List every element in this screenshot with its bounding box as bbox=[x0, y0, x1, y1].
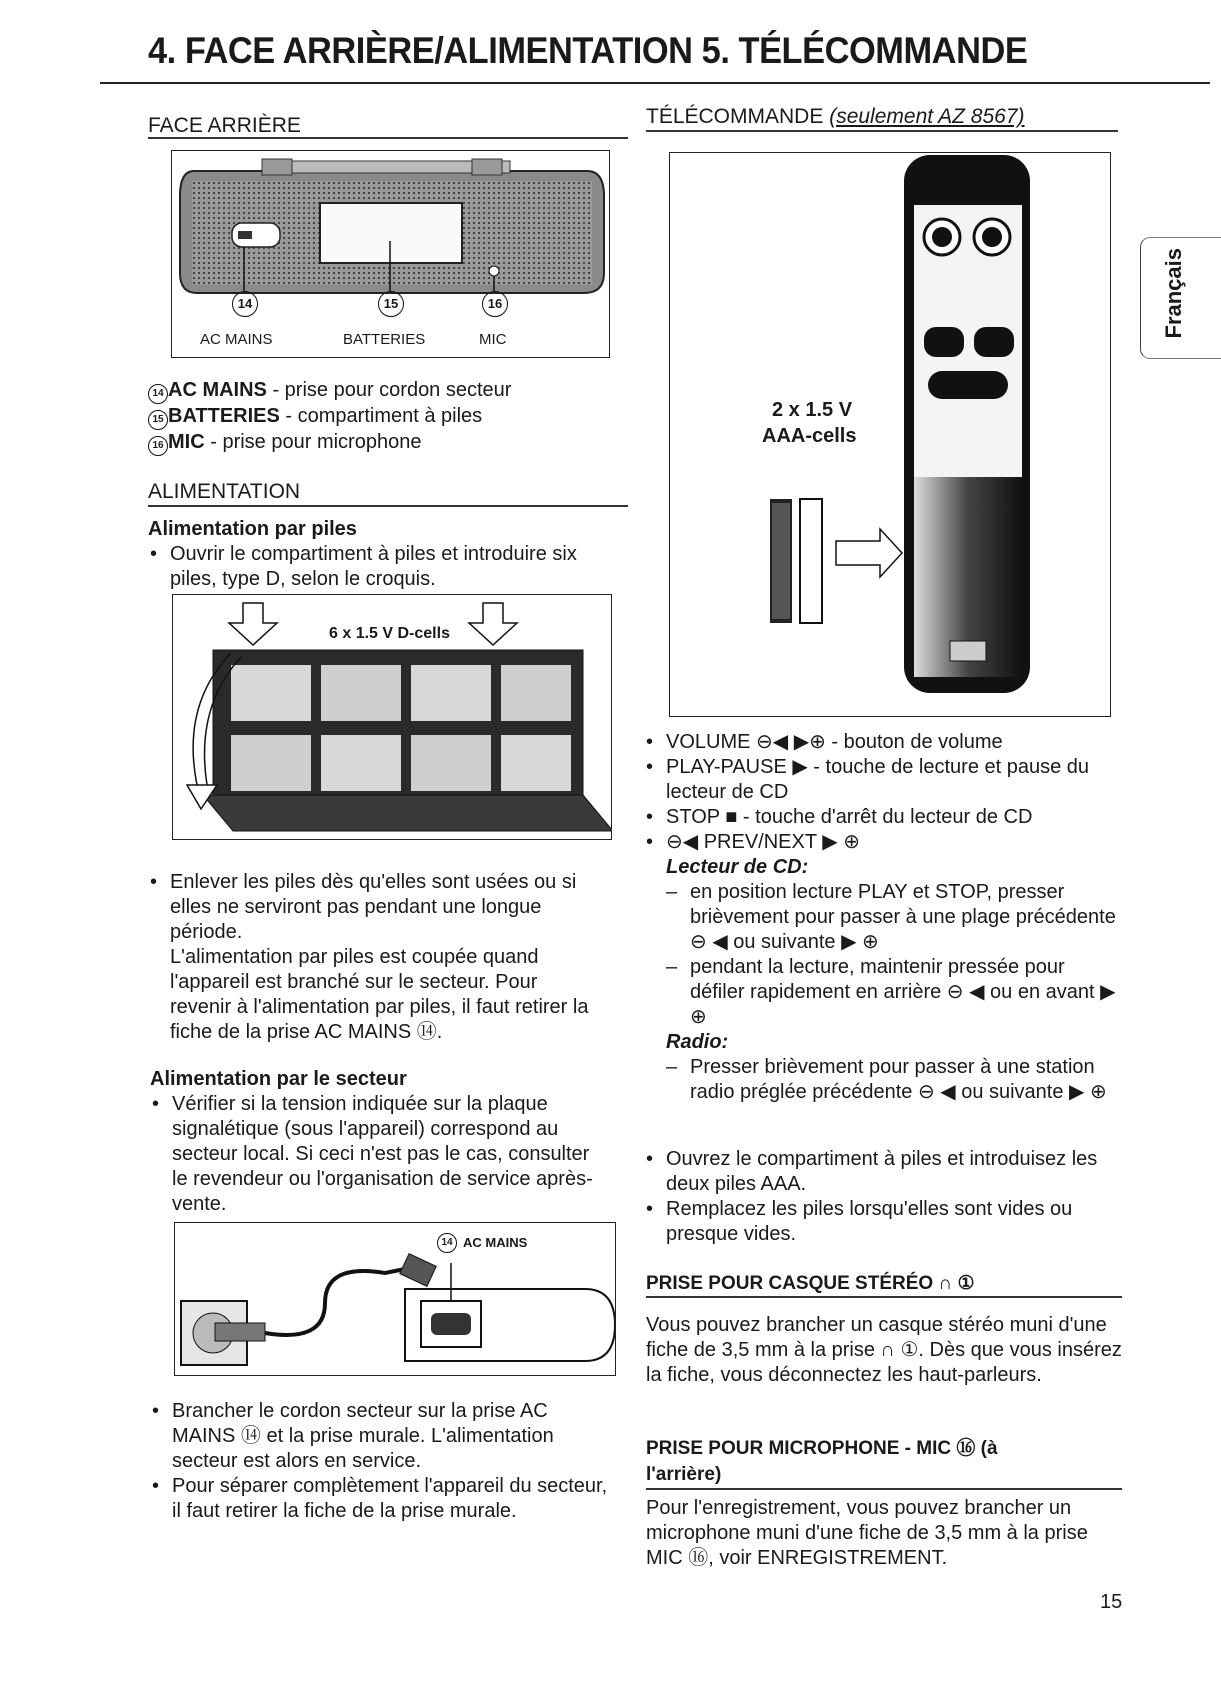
list-item: • STOP ■ - touche d'arrêt du lecteur de CD bbox=[644, 805, 1124, 830]
remove-paragraph: L'alimentation par piles est coupée quand l'appareil est branché sur le secteur. Pour revenir à l'alimentation par piles, il faut retirer la fiche de la prise AC MAINS ⑭. bbox=[170, 946, 589, 1043]
cd-label: Lecteur de CD: bbox=[666, 856, 809, 878]
remote-battery-list bbox=[644, 1147, 1124, 1247]
cd-items bbox=[666, 880, 1124, 1030]
radio-items bbox=[666, 1055, 1124, 1105]
list-item bbox=[644, 830, 1124, 1105]
callout-14: 14 bbox=[232, 291, 258, 317]
mains-subheading: Alimentation par le secteur bbox=[150, 1068, 407, 1090]
list-item: • Ouvrez le compartiment à piles et introduisez les deux piles AAA. bbox=[644, 1147, 1124, 1197]
legend-num: 14 bbox=[148, 384, 168, 404]
legend-item bbox=[148, 378, 618, 404]
mic-heading-rule bbox=[646, 1488, 1122, 1490]
rear-panel-heading: FACE ARRIÈRE bbox=[148, 114, 301, 137]
rear-panel-legend bbox=[148, 378, 618, 456]
aaa-cells-line1: 2 x 1.5 V bbox=[772, 399, 853, 421]
d-cells-label: 6 x 1.5 V D-cells bbox=[329, 625, 450, 642]
remote-heading bbox=[646, 105, 1025, 129]
remove-list bbox=[148, 870, 598, 1045]
list-item: – Presser brièvement pour passer à une station radio préglée précédente ⊖ ◀ ou suivante ▶ ⊕ bbox=[666, 1055, 1124, 1105]
rear-panel-heading-rule bbox=[148, 137, 628, 139]
prev-next-label: ⊖◀ PREV/NEXT ▶ ⊕ bbox=[666, 831, 860, 853]
headphone-text: Vous pouvez brancher un casque stéréo muni d'une fiche de 3,5 mm à la prise ∩ ①. Dès que vous insérez la fiche, vous déconnectez les haut-parleurs. bbox=[646, 1314, 1122, 1386]
callout-16: 16 bbox=[482, 291, 508, 317]
list-item: • VOLUME ⊖◀ ▶⊕ - bouton de volume bbox=[644, 730, 1124, 755]
aaa-cells-line2: AAA-cells bbox=[762, 425, 857, 447]
page-title: 4. FACE ARRIÈRE/ALIMENTATION 5. TÉLÉCOMMANDE bbox=[148, 30, 1028, 71]
legend-num: 15 bbox=[148, 410, 168, 430]
radio-label: Radio: bbox=[666, 1031, 729, 1053]
legend-item bbox=[148, 430, 618, 456]
label-mic: MIC bbox=[479, 331, 507, 348]
language-tab bbox=[1140, 237, 1221, 359]
rear-panel-illustration bbox=[172, 151, 609, 357]
legend-item bbox=[148, 404, 618, 430]
mains-cord-label: AC MAINS bbox=[463, 1235, 528, 1250]
label-ac-mains: AC MAINS bbox=[200, 331, 273, 348]
remote-heading-text: TÉLÉCOMMANDE bbox=[646, 105, 824, 128]
legend-desc: - prise pour cordon secteur bbox=[266, 379, 512, 401]
remove-bullet-text: Enlever les piles dès qu'elles sont usées ou si elles ne serviront pas pendant une longue période. bbox=[170, 871, 577, 943]
page-number: 15 bbox=[1100, 1591, 1123, 1613]
list-item: • Ouvrir le compartiment à piles et introduire six piles, type D, selon le croquis. bbox=[148, 542, 618, 592]
mains-list bbox=[150, 1092, 610, 1217]
power-heading-rule bbox=[148, 505, 628, 507]
headphone-heading-rule bbox=[646, 1296, 1122, 1298]
remote-functions-list bbox=[644, 730, 1124, 1105]
remote-control-illustration bbox=[670, 153, 1110, 716]
list-item: • Vérifier si la tension indiquée sur la plaque signalétique (sous l'appareil) correspond au secteur local. Si ceci n'est pas le cas, consulter le revendeur ou l'organisation de service après-vente. bbox=[150, 1092, 610, 1217]
legend-desc: - compartiment à piles bbox=[279, 405, 483, 427]
headphone-heading: PRISE POUR CASQUE STÉRÉO ∩ ① bbox=[646, 1273, 975, 1294]
legend-name: BATTERIES bbox=[168, 405, 280, 427]
list-item: – pendant la lecture, maintenir pressée pour défiler rapidement en arrière ⊖ ◀ ou en avant ▶ ⊕ bbox=[666, 955, 1124, 1030]
mic-text: Pour l'enregistrement, vous pouvez brancher un microphone muni d'une fiche de 3,5 mm à la prise MIC ⑯, voir ENREGISTREMENT. bbox=[646, 1497, 1088, 1569]
header-rule bbox=[100, 82, 1210, 84]
language-tab-label: Français bbox=[1161, 248, 1186, 339]
list-item: • Remplacez les piles lorsqu'elles sont vides ou presque vides. bbox=[644, 1197, 1124, 1247]
list-item: – en position lecture PLAY et STOP, presser brièvement pour passer à une plage précédente ⊖ ◀ ou suivante ▶ ⊕ bbox=[666, 880, 1124, 955]
mains-callout-14: 14 bbox=[437, 1233, 457, 1253]
battery-subheading: Alimentation par piles bbox=[148, 518, 357, 540]
list-item: • Brancher le cordon secteur sur la prise AC MAINS ⑭ et la prise murale. L'alimentation secteur est alors en service. bbox=[150, 1399, 610, 1474]
mic-heading: PRISE POUR MICROPHONE - MIC ⑯ (à l'arrière) bbox=[646, 1438, 998, 1485]
battery-list bbox=[148, 542, 618, 592]
legend-num: 16 bbox=[148, 436, 168, 456]
remote-figure bbox=[669, 152, 1111, 717]
mains-cord-illustration bbox=[175, 1223, 615, 1375]
d-cells-figure bbox=[172, 594, 612, 840]
label-batteries: BATTERIES bbox=[343, 331, 426, 348]
legend-name: AC MAINS bbox=[168, 379, 267, 401]
mains-cord-figure bbox=[174, 1222, 616, 1376]
rear-panel-figure bbox=[171, 150, 610, 358]
connect-list bbox=[150, 1399, 610, 1524]
remote-heading-note: (seulement AZ 8567) bbox=[829, 105, 1025, 128]
legend-desc: - prise pour microphone bbox=[204, 431, 422, 453]
callout-15: 15 bbox=[378, 291, 404, 317]
legend-name: MIC bbox=[168, 431, 205, 453]
power-heading: ALIMENTATION bbox=[148, 480, 301, 503]
list-item: • Pour séparer complètement l'appareil du secteur, il faut retirer la fiche de la prise murale. bbox=[150, 1474, 610, 1524]
remote-heading-rule bbox=[646, 130, 1118, 132]
list-item bbox=[148, 870, 598, 1045]
list-item: • PLAY-PAUSE ▶ - touche de lecture et pause du lecteur de CD bbox=[644, 755, 1124, 805]
